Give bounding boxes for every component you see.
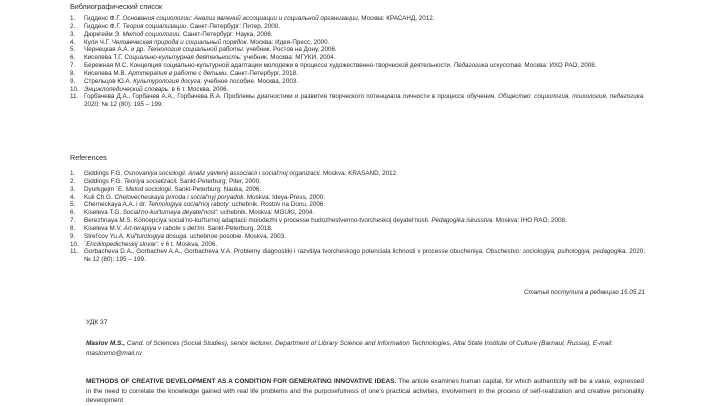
reference-item [70,225,645,233]
references-list-en [70,170,645,264]
reference-publication: Moskva: IHO RAO, 2008. [493,217,567,225]
reference-publication: Москва: Идея-Пресс, 2000. [248,38,330,46]
reference-text: Киселева М.В. [84,69,129,77]
reference-italic-title: Metod sociologii. [125,185,173,193]
reference-italic-title: Арттерапия в работе с детьми. [128,69,229,77]
reference-number: 4. [70,38,76,46]
reference-number: 11. [70,93,79,101]
reference-italic-title: Метод социологии. [122,30,182,38]
article-abstract [86,377,644,406]
bibliography-title: Библиографический список [70,2,163,11]
reference-number: 3. [70,30,76,38]
reference-item [70,241,645,249]
reference-item [70,217,645,225]
reference-publication: учебник. Ростов на Дону, 2006. [244,46,337,54]
reference-publication: Sankt-Peterburg: Piter, 2000. [177,177,261,185]
reference-number: 6. [70,209,76,217]
reference-item [70,23,645,31]
reference-publication: 2020; № 12 (80): 195 – 199. [84,101,164,109]
author-info [86,339,644,358]
abstract-text: The article examines human capital, for which authenticity will be a value, expressed in the need to correlate the knowledge gained with real life problems and the purposefulness of one's practical activities, involvement in the process of self-realization and creative personality development [86,378,644,404]
reference-text: Кули Ч.Г. [84,38,112,46]
reference-item [70,78,645,86]
reference-number: 5. [70,201,76,209]
reference-italic-title: Теория социализации. [122,22,189,30]
reference-text: Стрельцов Ю.А. [84,77,134,85]
reference-publication: Moskva: Ideya-Press, 2000. [245,193,325,201]
reference-italic-title: Педагогика искусства. [453,62,523,70]
reference-italic-title: Art-terapiya v rabote s det'mi. [123,224,206,232]
reference-italic-title: Teoriya socializacii. [123,177,178,185]
reference-item [70,70,645,78]
reference-text: Cherneckaya A.A. i dr. [84,201,149,209]
reference-number: 10. [70,85,79,93]
reference-text: Giddings F.G. [84,177,124,185]
reference-number: 9. [70,77,76,85]
reference-publication: Санкт-Петербург, 2018. [228,69,298,77]
reference-text: Дюркгейм Э. [84,30,123,38]
reference-italic-title: Osnovaniya sociologii: Analiz yavlenij associacii i social'noj organizacii. [123,170,322,177]
article-title: METHODS OF CREATIVE DEVELOPMENT AS A CONDITION FOR GENERATING INNOVATIVE IDEAS. [86,378,397,385]
reference-publication: Sankt-Peterburg, 2018. [205,224,273,232]
reference-number: 3. [70,185,76,193]
reference-item [70,178,645,186]
reference-text: Чернецкая А.А. и др. [84,46,147,54]
reference-item [70,15,645,23]
reference-publication: uchebnik. Moskva: MGUKI, 2004. [218,209,315,217]
reference-text: Dyurkgejm `E. [84,185,126,193]
reference-publication: Moskva: KRASAND, 2012. [321,170,398,177]
reference-publication: учебное пособие. Москва, 2003. [202,77,299,85]
reference-italic-title: Энциклопедический словарь: [84,85,170,93]
references-title: References [70,153,107,162]
reference-italic-title: `Enciklopedicheskij slovar': [84,240,160,248]
reference-number: 7. [70,217,76,225]
author-name: Maslov M.S., [86,340,126,347]
reference-text: Киселева Т.Г. [84,54,125,62]
reference-italic-title: Pedagogika iskusstva. [431,217,494,225]
reference-publication: uchebnoe posobie. Moskva, 2003. [188,232,286,240]
reference-number: 2. [70,177,76,185]
reference-text: Kiseleva T.G. [84,209,123,217]
reference-text: Kuli Ch.G. [84,193,115,201]
reference-number: 9. [70,232,76,240]
reference-text: Гидденс Ф.Г. [84,15,123,22]
reference-italic-title: Основания социологии: Анализ явлений ассоциации и социальной организации. [122,15,360,22]
udk-code: УДК 37 [86,319,108,326]
reference-item [70,248,645,264]
reference-number: 5. [70,46,76,54]
reference-number: 7. [70,62,76,70]
reference-item [70,170,645,178]
reference-publication: Москва: ИХО РАО, 2008. [522,62,597,70]
reference-item [70,186,645,194]
reference-italic-title: Человеческая природа и социальный порядок. [111,38,249,46]
author-details: Cand. of Sciences (Social Studies), senior lecturer, Department of Library Science and Information Technologies, Altai State Institute of Culture (Barnaul, Russia), E-mail: maslovmo@mail.ru [86,340,613,357]
reference-number: 4. [70,193,76,201]
reference-publication: Sankt-Peterburg: Nauka, 2006. [172,185,262,193]
received-date-note: Статья поступила в редакцию 15.05.21 [523,289,645,296]
reference-number: 2. [70,22,76,30]
reference-item [70,194,645,202]
reference-publication: uchebnik. Rostov na Donu, 2006. [230,201,326,209]
reference-publication: учебник. Москва: МГУКИ, 2004. [241,54,336,62]
bibliography-list-ru [70,15,645,109]
reference-text: Гидденс Ф.Г. [84,22,123,30]
reference-italic-title: Obschestvo: sociologiya, psihologiya, pedagogika. [485,248,628,256]
reference-italic-title: Общество: социология, психология, педагогика. [498,93,645,101]
reference-item [70,31,645,39]
reference-text: Berezhnaya M.S. Koncepciya social'no-kul'turnoj adaptacii molodezhi v processe hudozhestvenno-tvorcheskoj deyatel'nosti. [84,217,432,225]
reference-number: 1. [70,170,76,177]
reference-item [70,233,645,241]
reference-publication: Санкт-Петербург: Питер, 2000. [188,22,280,30]
reference-italic-title: Культурология досуга: [133,77,203,85]
reference-item [70,54,645,62]
reference-italic-title: Технология социальной работы: [146,46,245,54]
reference-publication: в 6 т. Москва, 2006. [169,85,229,93]
reference-text: Strel'cov Yu.A. [84,232,127,240]
reference-publication: Санкт-Петербург: Наука, 2006. [181,30,273,38]
reference-italic-title: Kul'turologiya dosuga: [126,232,189,240]
reference-text: Gorbacheva D.A., Gorbachev A.A., Gorbacheva V.A. Problemy diagnostiki i razvitiya tvorcheskogo potenciala lichnosti v processe obucheniya. [84,248,486,256]
reference-text: Горбачева Д.А., Горбачев А.А., Горбачева В.А. Проблемы диагностики и развития творческого потенциала личности в процессе обучения. [84,93,499,101]
reference-italic-title: Social'no-kul'turnaya deyatel'nost': [122,209,219,217]
reference-publication: Москва: КРАСАНД, 2012. [359,15,435,22]
reference-number: 6. [70,54,76,62]
reference-item [70,209,645,217]
reference-number: 10. [70,240,79,248]
reference-text: Бережная М.С. Концепция социально-культурной адаптации молодежи в процессе художественно-творческой деятельности. [84,62,454,70]
reference-text: Giddings F.G. [84,170,124,177]
reference-number: 11. [70,248,79,256]
reference-italic-title: Chelovecheskaya priroda i social'nyj poryadok. [114,193,246,201]
reference-text: Kiseleva M.V. [84,224,124,232]
reference-italic-title: Социально-культурная деятельность: [124,54,242,62]
reference-item [70,201,645,209]
reference-publication: v 6 t. Moskva, 2006. [159,240,218,248]
reference-item [70,62,645,70]
reference-italic-title: Tehnologiya social'noj raboty: [148,201,231,209]
reference-item [70,93,645,109]
reference-number: 1. [70,15,76,22]
reference-number: 8. [70,69,76,77]
reference-number: 8. [70,224,76,232]
reference-publication: 2020; № 12 (80): 195 – 199. [84,248,646,264]
